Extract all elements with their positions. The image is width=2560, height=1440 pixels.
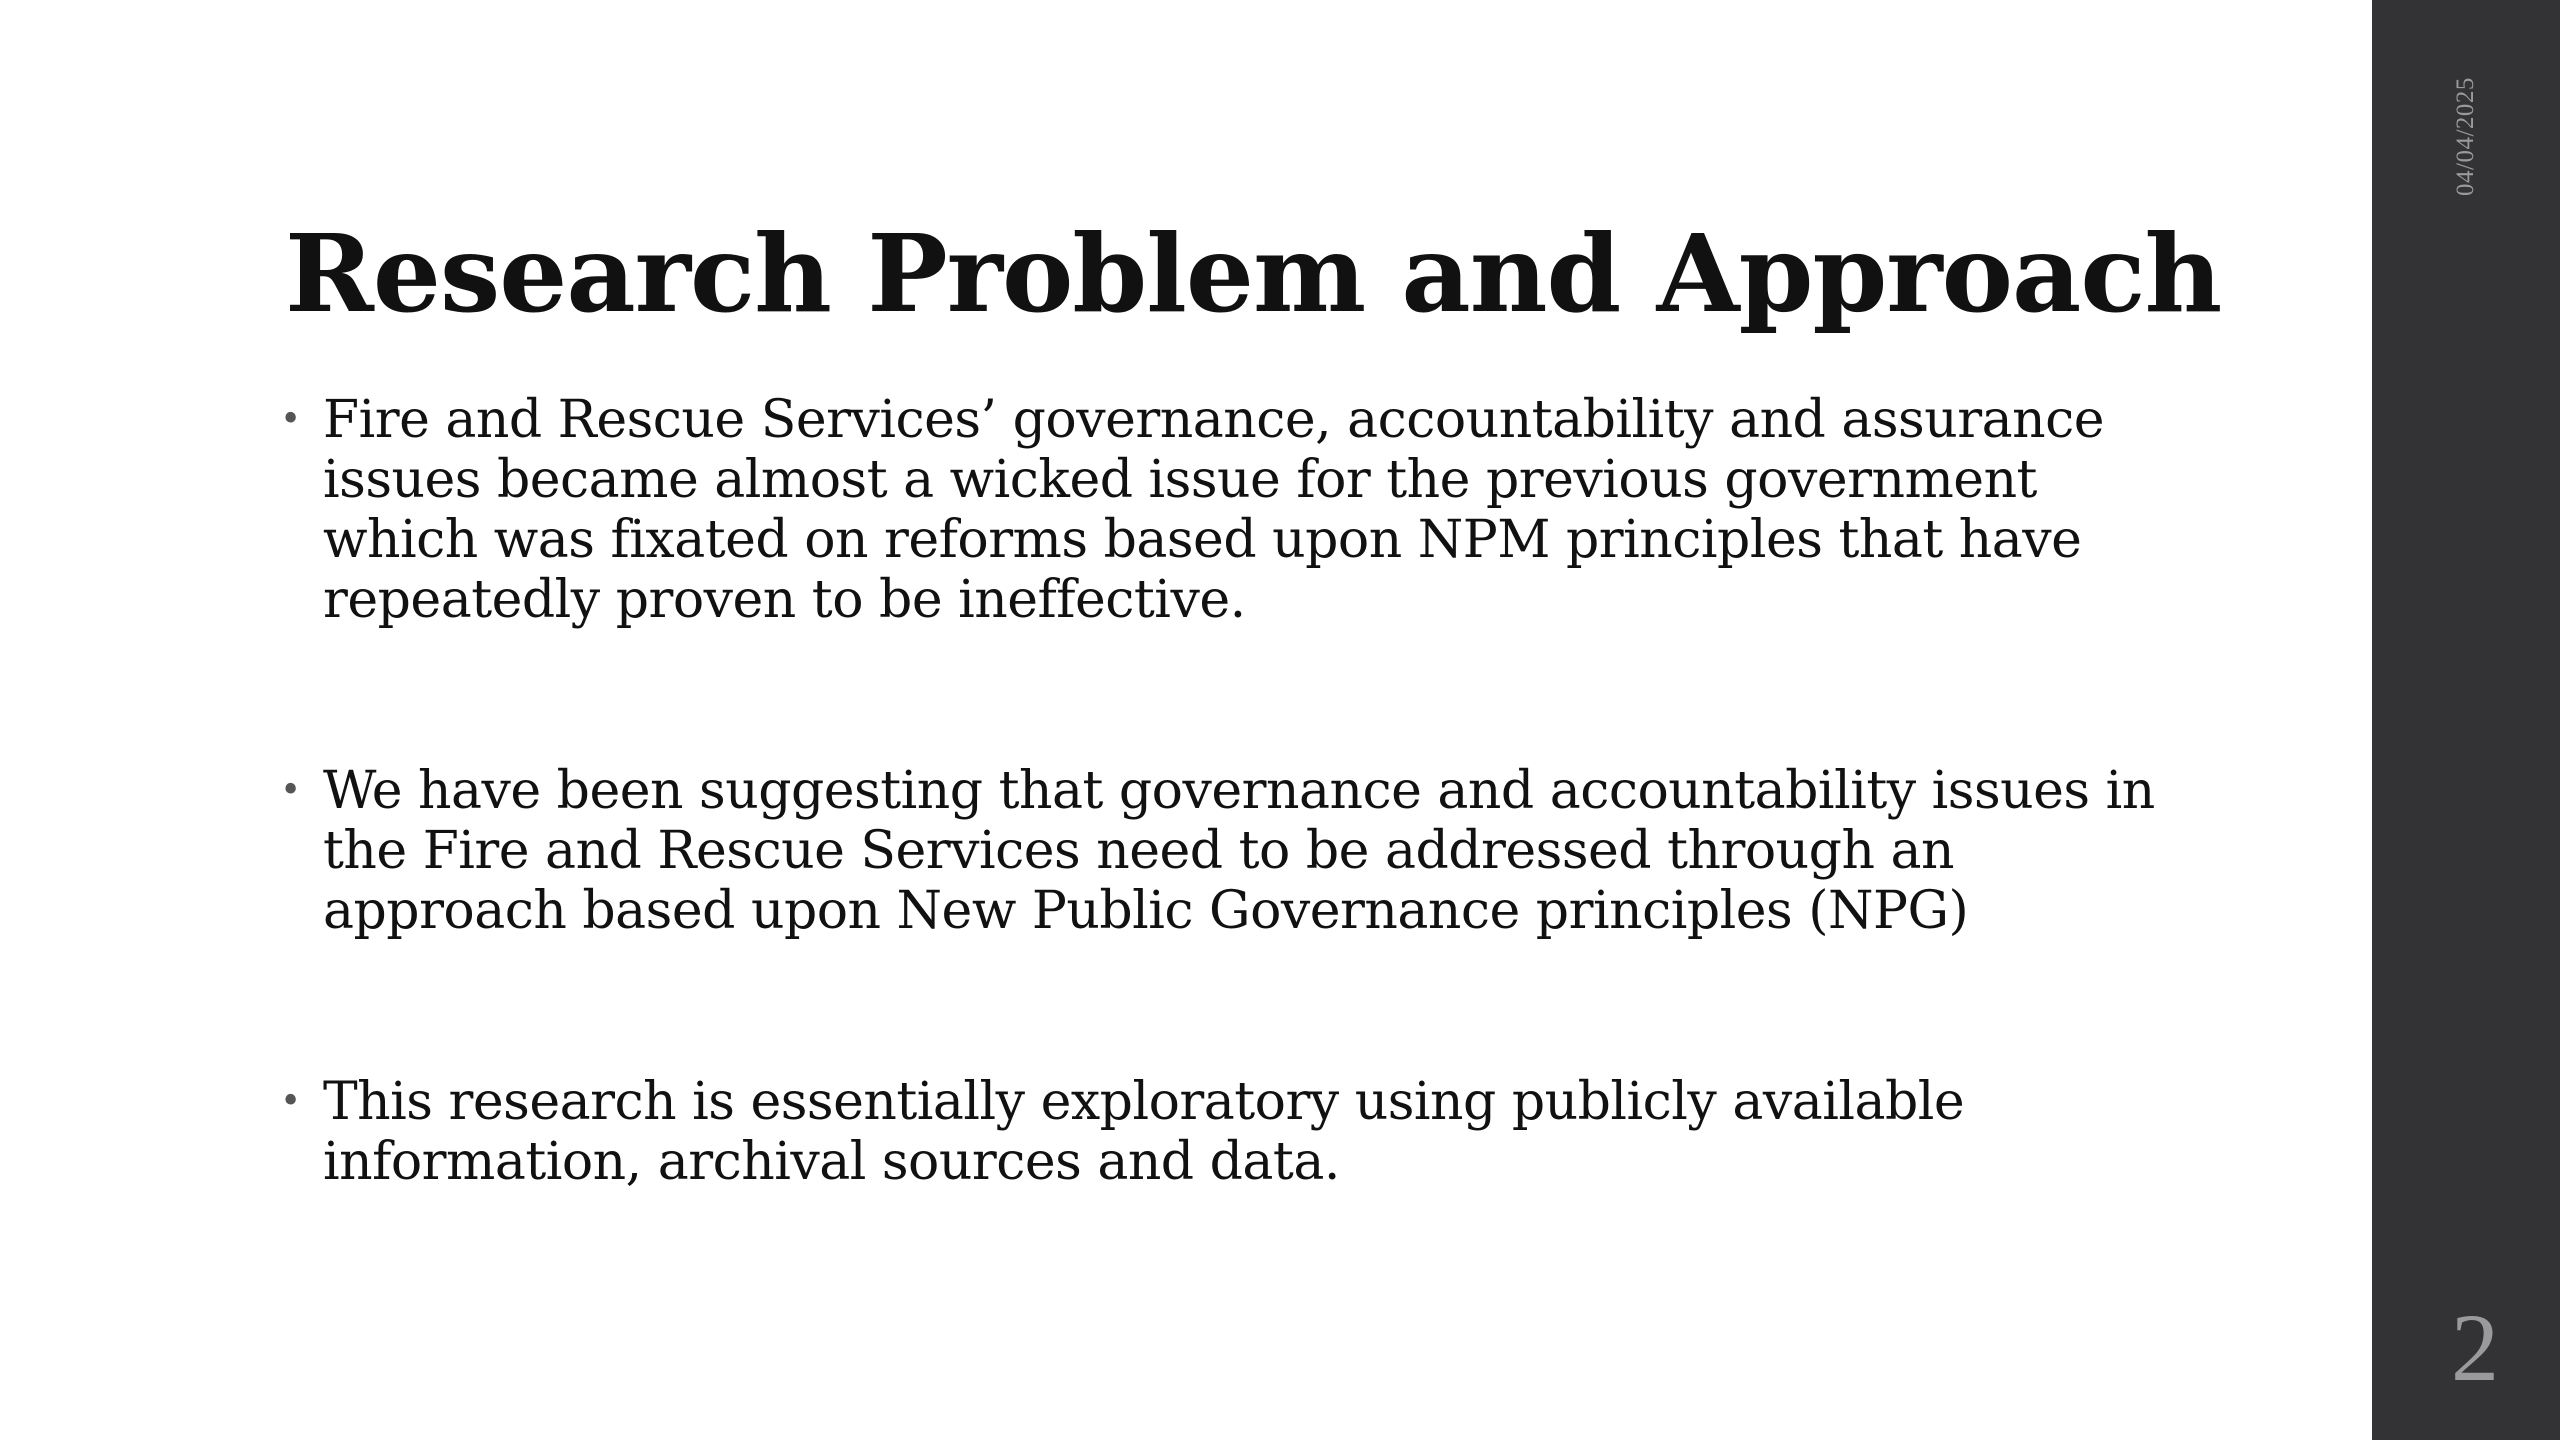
bullet-text: Fire and Rescue Services’ governance, accountability and assurance issues became almost a wicked issue for the previous government which was fixated on reforms based upon NPM principles that have repeatedly proven to be ineffective. — [323, 390, 2104, 630]
slide-number: 2 — [2451, 1294, 2499, 1401]
slide-date: 04/04/2025 — [2452, 77, 2479, 197]
right-sidebar — [2372, 0, 2560, 1440]
bullet-text: We have been suggesting that governance and accountability issues in the Fire and Rescue Services need to be addressed through an approach based upon New Public Governance principles (NPG) — [323, 761, 2155, 941]
bullet-marker: • — [280, 1081, 301, 1122]
bullet-item — [270, 1072, 2170, 1192]
slide-title: Research Problem and Approach — [285, 212, 2222, 337]
bullet-item — [270, 390, 2170, 630]
bullet-item — [270, 761, 2170, 941]
bullet-list — [270, 390, 2170, 1323]
bullet-text: This research is essentially exploratory using publicly available information, archival sources and data. — [323, 1072, 1965, 1192]
bullet-marker: • — [280, 770, 301, 811]
bullet-marker: • — [280, 399, 301, 440]
